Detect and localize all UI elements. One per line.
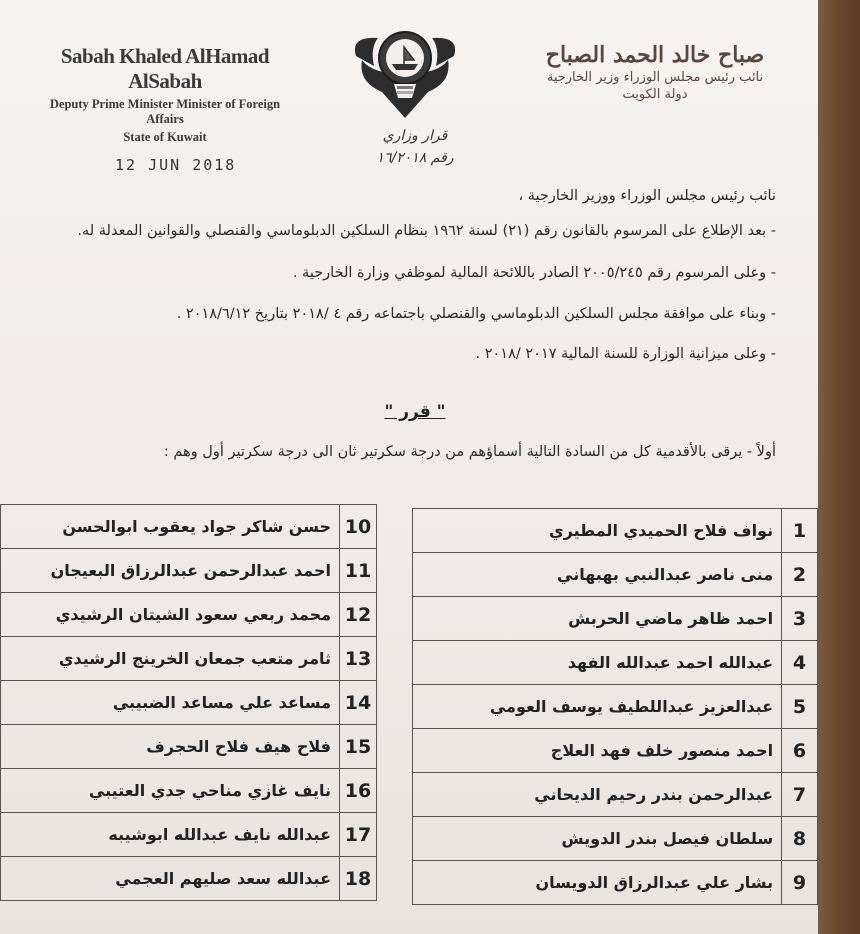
row-number: 10 [340,505,377,549]
arabic-letterhead [520,42,790,102]
preamble-line: - وعلى ميزانية الوزارة للسنة المالية ٢٠١٧ /٢٠١٨ . [475,346,776,362]
table-row [1,769,377,813]
row-number: 11 [340,549,377,593]
employee-name: عبدالله نايف عبدالله ابوشيبه [1,813,340,857]
row-number: 9 [782,861,818,905]
table-row [413,509,818,553]
row-number: 4 [782,641,818,685]
row-number: 13 [340,637,377,681]
names-table-left [0,504,377,901]
row-number: 8 [782,817,818,861]
row-number: 14 [340,681,377,725]
employee-name: احمد منصور خلف فهد العلاج [413,729,782,773]
row-number: 16 [340,769,377,813]
employee-name: سلطان فيصل بندر الدويش [413,817,782,861]
employee-name: احمد ظاهر ماضي الحربش [413,597,782,641]
preamble-line: - وعلى المرسوم رقم ٢٠٠٥/٢٤٥ الصادر باللائحة المالية لموظفي وزارة الخارجية . [292,265,776,281]
state-name-en: State of Kuwait [123,130,207,144]
row-number: 15 [340,725,377,769]
table-row [413,553,818,597]
kuwait-emblem-icon [348,26,462,126]
row-number: 1 [782,509,818,553]
english-letterhead [40,44,290,145]
row-number: 5 [782,685,818,729]
employee-name: منى ناصر عبدالنبي بهبهاني [413,553,782,597]
employee-name: مساعد علي مساعد الضبيبي [1,681,340,725]
row-number: 17 [340,813,377,857]
table-row [1,813,377,857]
minister-name-ar: صباح خالد الحمد الصباح [545,42,765,68]
minister-name-en: Sabah Khaled AlHamad AlSabah [60,44,270,93]
employee-name: فلاح هيف فلاح الحجرف [1,725,340,769]
state-name-ar: دولة الكويت [622,87,688,102]
row-number: 2 [782,553,818,597]
resolution-title: " قرر " [384,402,446,422]
table-row [413,817,818,861]
employee-name: عبدالرحمن بندر رحيم الديحاني [413,773,782,817]
employee-name: نايف غازي مناحي جدي العتيبي [1,769,340,813]
preamble-line: نائب رئيس مجلس الوزراء ووزير الخارجية ، [518,188,776,204]
first-clause: أولاً - يرقى بالأقدمية كل من السادة التالية أسماؤهم من درجة سكرتير ثان الى درجة سكرتير أول وهم : [163,444,776,460]
table-row [1,593,377,637]
table-row [1,505,377,549]
employee-name: عبدالله سعد صليهم العجمي [1,857,340,901]
decision-number: رقم ١٦/٢٠١٨ [376,150,454,166]
names-table-right [412,508,818,905]
table-row [413,685,818,729]
employee-name: حسن شاكر جواد يعقوب ابوالحسن [1,505,340,549]
table-row [1,549,377,593]
table-row [1,725,377,769]
employee-name: عبدالعزيز عبداللطيف يوسف العومي [413,685,782,729]
employee-name: بشار علي عبدالرزاق الدويسان [413,861,782,905]
employee-name: محمد ربعي سعود الشيتان الرشيدي [1,593,340,637]
table-row [1,681,377,725]
table-row [413,729,818,773]
row-number: 6 [782,729,818,773]
decision-label: قرار وزاري [382,128,448,144]
decision-date: 12 JUN 2018 [115,156,237,174]
table-row [413,641,818,685]
table-row [1,637,377,681]
table-row [413,597,818,641]
row-number: 7 [782,773,818,817]
table-row [1,857,377,901]
row-number: 12 [340,593,377,637]
preamble-line: - بعد الإطلاع على المرسوم بالقانون رقم (٢١) لسنة ١٩٦٢ بنظام السلكين الدبلوماسي والقنصلي والقوانين المعدلة له. [77,223,776,239]
employee-name: احمد عبدالرحمن عبدالرزاق البعيجان [1,549,340,593]
table-row [413,861,818,905]
table-row [413,773,818,817]
minister-title-en: Deputy Prime Minister Minister of Foreign Affairs [49,97,281,126]
preamble-line: - وبناء على موافقة مجلس السلكين الدبلوماسي والقنصلي باجتماعه رقم ٤ /٢٠١٨ بتاريخ ٢٠١٨/٦/١٢ . [176,306,776,322]
minister-title-ar: نائب رئيس مجلس الوزراء وزير الخارجية [546,70,764,85]
employee-name: عبدالله احمد عبدالله الفهد [413,641,782,685]
employee-name: نواف فلاح الحميدي المطيري [413,509,782,553]
row-number: 3 [782,597,818,641]
row-number: 18 [340,857,377,901]
employee-name: ثامر متعب جمعان الخرينج الرشيدي [1,637,340,681]
